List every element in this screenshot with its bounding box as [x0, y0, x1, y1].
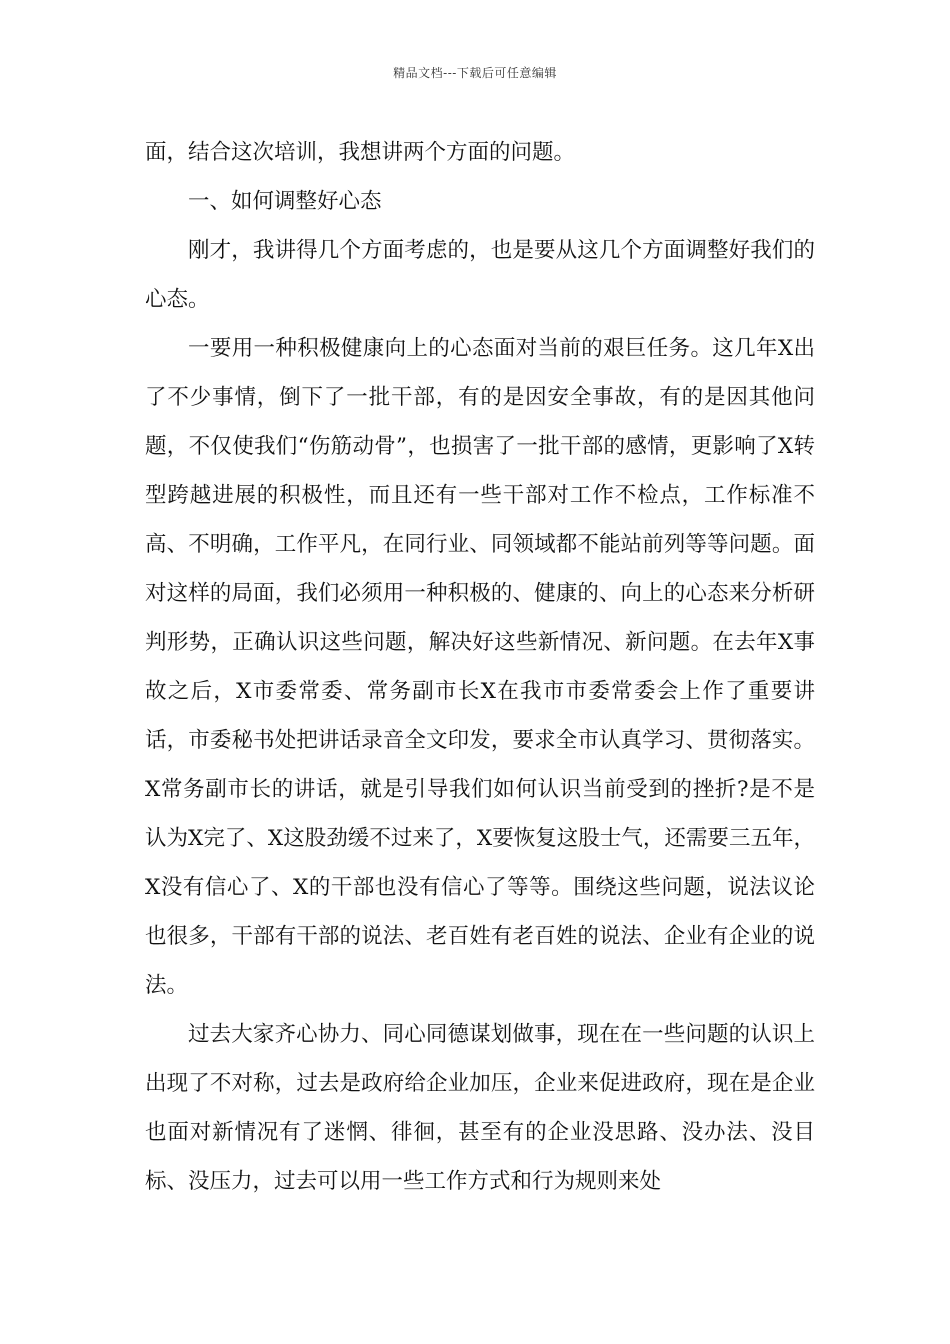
page-header: 精品文档---下载后可任意编辑: [393, 66, 557, 80]
paragraph: 一要用一种积极健康向上的心态面对当前的艰巨任务。这几年X出了不少事情，倒下了一批干部，有的是因安全事故，有的是因其他问题，不仅使我们“伤筋动骨”，也损害了一批干部的感情，更影响了X转型跨越进展的积极性，而且还有一些干部对工作不检点，工作标准不高、不明确，工作平凡，在同行业、同领域都不能站前列等等问题。面对这样的局面，我们必须用一种积极的、健康的、向上的心态来分析研判形势，正确认识这些问题，解决好这些新情况、新问题。在去年X事故之后，X市委常委、常务副市长X在我市市委常委会上作了重要讲话，市委秘书处把讲话录音全文印发，要求全市认真学习、贯彻落实。X常务副市长的讲话，就是引导我们如何认识当前受到的挫折?是不是认为X完了、X这股劲缓不过来了，X要恢复这股士气，还需要三五年，X没有信心了、X的干部也没有信心了等等。围绕这些问题，说法议论也很多，干部有干部的说法、老百姓有老百姓的说法、企业有企业的说法。: [145, 336, 815, 998]
document-body: [145, 128, 815, 1206]
paragraph-continuation: 面，结合这次培训，我想讲两个方面的问题。: [145, 140, 576, 165]
section-heading: 一、如何调整好心态: [188, 189, 382, 214]
paragraph: 过去大家齐心协力、同心同德谋划做事，现在在一些问题的认识上出现了不对称，过去是政府给企业加压，企业来促进政府，现在是企业也面对新情况有了迷惘、徘徊，甚至有的企业没思路、没办法、没目标、没压力，过去可以用一些工作方式和行为规则来处: [145, 1022, 815, 1194]
paragraph: 刚才，我讲得几个方面考虑的，也是要从这几个方面调整好我们的心态。: [145, 238, 815, 312]
